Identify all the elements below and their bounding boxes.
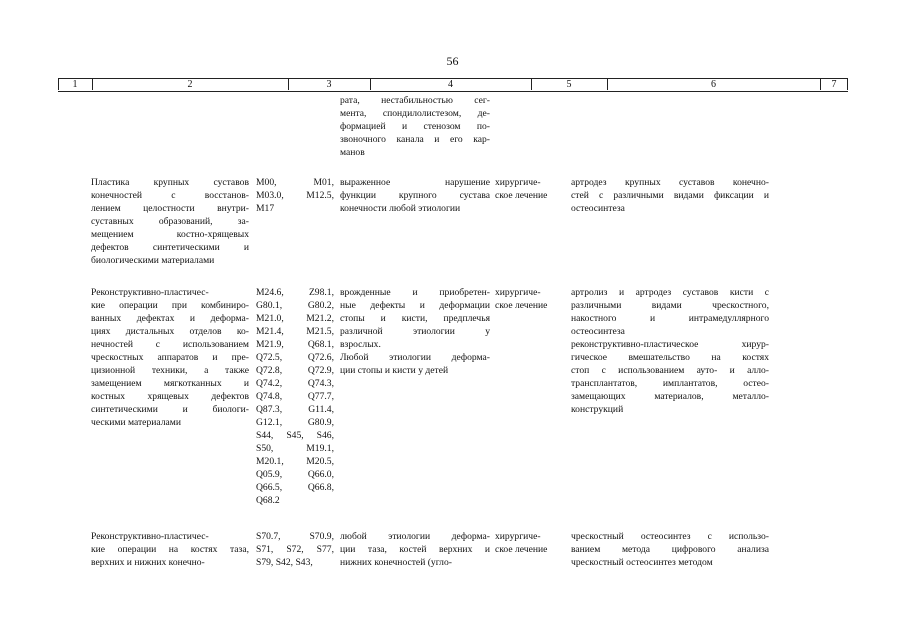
cell-line: Реконструктивно-пластичес- [91, 287, 209, 298]
patient-model-cell [340, 530, 490, 569]
cell-line: звоночного канала и его кар- [340, 134, 490, 145]
cell-line: артролиз и артродез суставов кисти с [571, 287, 769, 298]
cell-line: лением целостности внутри- [91, 203, 249, 214]
cell-line: конечностей с восстанов- [91, 190, 249, 201]
cell-line: хирургиче- [495, 531, 541, 542]
column-number-3: 3 [326, 79, 332, 90]
patient-model-cell [340, 176, 490, 215]
cell-line: M20.1, M20.5, [256, 456, 334, 467]
cell-line: ции таза, костей верхних и [340, 544, 490, 555]
cell-line: ванием метода цифрового анализа [571, 544, 769, 555]
cell-line: Q74.8, Q77.7, [256, 391, 334, 402]
cell-line: хирургиче- [495, 177, 541, 188]
cell-line: формацией и стенозом по- [340, 121, 490, 132]
cell-line: чрескостный остеосинтез методом [571, 557, 713, 568]
cell-line: различными видами чрескостного, [571, 300, 769, 311]
cell-line: ское лечение [495, 300, 548, 311]
cell-line: Q66.5, Q66.8, [256, 482, 334, 493]
cell-line: стопы и кисти, предплечья [340, 313, 490, 324]
cell-line: стей с различными видами фиксации и [571, 190, 769, 201]
cell-line: суставных образований, за- [91, 216, 249, 227]
cell-line: Любой этиологии деформа- [340, 352, 490, 363]
table-header-row [58, 78, 848, 92]
method-description-cell [571, 176, 769, 215]
method-description-cell [571, 530, 769, 569]
cell-line: цизионной техники, а также [91, 365, 249, 376]
cell-line: Реконструктивно-пластичес- [91, 531, 209, 542]
cell-line: G80.1, G80.2, [256, 300, 334, 311]
cell-line: ческими материалами [91, 417, 181, 428]
cell-line: стоп с использованием ауто- и алло- [571, 365, 769, 376]
cell-line: замещением мягкотканных и [91, 378, 249, 389]
cell-line: S44, S45, S46, [256, 430, 334, 441]
method-cell [91, 530, 249, 569]
cell-line: выраженное нарушение [340, 177, 490, 188]
method-description-cell [571, 286, 769, 416]
cell-line: Q72.5, Q72.6, [256, 352, 334, 363]
cell-line: дефектов синтетическими и [91, 242, 249, 253]
method-cell [91, 286, 249, 429]
cell-line: M24.6, Z98.1, [256, 287, 334, 298]
icd-codes-cell [256, 176, 334, 215]
cell-line: ванных дефектах и деформа- [91, 313, 249, 324]
cell-line: врожденные и приобретен- [340, 287, 490, 298]
cell-line: Пластика крупных суставов [91, 177, 249, 188]
column-number-6: 6 [711, 79, 716, 90]
cell-line: M21.0, M21.2, [256, 313, 334, 324]
cell-line: S79, S42, S43, [256, 557, 313, 568]
cell-line: M17 [256, 203, 275, 214]
cell-line: конструкций [571, 404, 624, 415]
cell-line: гическое вмешательство на костях [571, 352, 769, 363]
treatment-type-cell [495, 530, 565, 556]
cell-line: Q74.2, Q74.3, [256, 378, 334, 389]
method-cell [91, 176, 249, 267]
cell-line: синтетическими и биологи- [91, 404, 249, 415]
cell-line: M03.0, M12.5, [256, 190, 334, 201]
cell-line: рата, нестабильностью сег- [340, 95, 490, 106]
cell-line: замещающих материалов, металло- [571, 391, 769, 402]
cell-line: чрескостный остеосинтез с использо- [571, 531, 769, 542]
cell-line: Q05.9, Q66.0, [256, 469, 334, 480]
column-number-4: 4 [448, 79, 453, 90]
cell-line: мента, спондилолистезом, де- [340, 108, 490, 119]
cell-line: биологическими материалами [91, 255, 215, 266]
cell-line: верхних и нижних конечно- [91, 557, 205, 568]
cell-line: функции крупного сустава [340, 190, 490, 201]
cell-line: мещением костно-хрящевых [91, 229, 249, 240]
column-number-5: 5 [566, 79, 572, 90]
cell-line: M00, M01, [256, 177, 334, 188]
cell-line: реконструктивно-пластическое хирур- [571, 339, 769, 350]
cell-line: M21.4, M21.5, [256, 326, 334, 337]
cell-line: кие операции при комбиниро- [91, 300, 249, 311]
cell-line: различной этиологии у [340, 326, 490, 337]
cell-line: любой этиологии деформа- [340, 531, 490, 542]
cell-line: S70.7, S70.9, [256, 531, 334, 542]
cell-line: ское лечение [495, 190, 548, 201]
icd-codes-cell [256, 530, 334, 569]
treatment-type-cell [495, 176, 565, 202]
cell-line: нижних конечностей (угло- [340, 557, 452, 568]
cell-line: остеосинтеза [571, 326, 625, 337]
cell-line: G12.1, G80.9, [256, 417, 334, 428]
cell-line: остеосинтеза [571, 203, 625, 214]
cell-line: ское лечение [495, 544, 548, 555]
treatment-type-cell [495, 286, 565, 312]
cell-line: костных хрящевых дефектов [91, 391, 249, 402]
icd-codes-cell [256, 286, 334, 507]
column-number-2: 2 [187, 79, 193, 90]
patient-model-cell [340, 94, 490, 159]
cell-line: Q72.8, Q72.9, [256, 365, 334, 376]
cell-line: накостного и интрамедуллярного [571, 313, 769, 324]
column-number-7: 7 [831, 79, 837, 90]
cell-line: хирургиче- [495, 287, 541, 298]
cell-line: ции стопы и кисти у детей [340, 365, 449, 376]
cell-line: циях дистальных отделов ко- [91, 326, 249, 337]
cell-line: ные дефекты и деформации [340, 300, 490, 311]
column-number-1: 1 [72, 79, 78, 90]
cell-line: конечности любой этиологии [340, 203, 461, 214]
cell-line: чрескостных аппаратов и пре- [91, 352, 249, 363]
cell-line: кие операции на костях таза, [91, 544, 249, 555]
cell-line: S71, S72, S77, [256, 544, 334, 555]
cell-line: взрослых. [340, 339, 381, 350]
page-number: 56 [446, 54, 459, 68]
cell-line: трансплантатов, имплантатов, остео- [571, 378, 769, 389]
cell-line: манов [340, 147, 365, 158]
cell-line: нечностей с использованием [91, 339, 249, 350]
cell-line: S50, M19.1, [256, 443, 334, 454]
cell-line: Q68.2 [256, 495, 280, 506]
patient-model-cell [340, 286, 490, 377]
cell-line: M21.9, Q68.1, [256, 339, 334, 350]
cell-line: Q87.3, G11.4, [256, 404, 334, 415]
cell-line: артродез крупных суставов конечно- [571, 177, 769, 188]
